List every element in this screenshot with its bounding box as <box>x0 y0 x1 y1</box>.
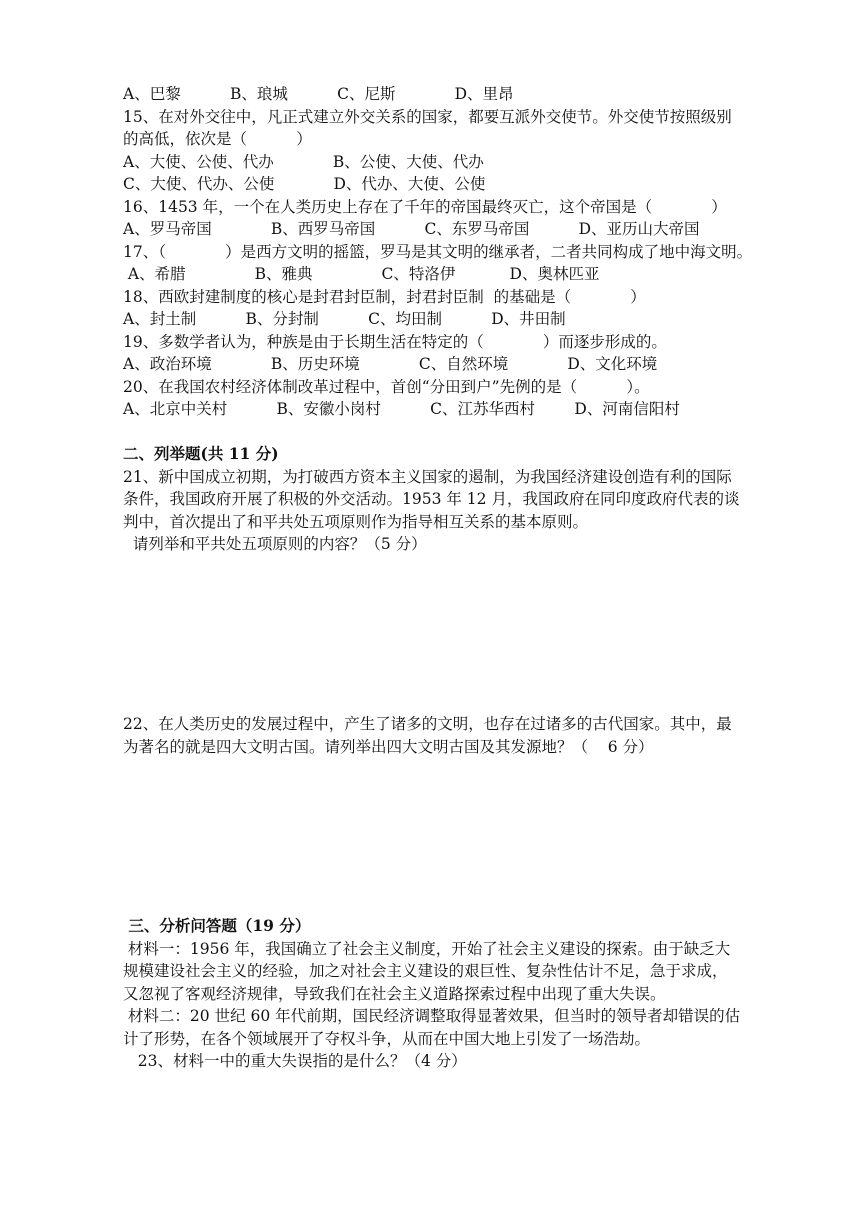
q18-stem: 18、西欧封建制度的核心是封君封臣制，封君封臣制 的基础是（ ） <box>123 288 646 306</box>
material-1-line-1: 材料一：1956 年，我国确立了社会主义制度，开始了社会主义建设的探索。由于缺乏大 <box>123 940 731 958</box>
section-2-heading: 二、列举题(共 11 分) <box>123 444 279 463</box>
q21-prompt: 请列举和平共处五项原则的内容？（5 分） <box>123 535 427 553</box>
q21-line-2: 条件，我国政府开展了积极的外交活动。1953 年 12 月，我国政府在同印度政府代表的谈 <box>123 490 740 508</box>
material-2-line-2: 计了形势，在各个领域展开了夺权斗争，从而在中国大地上引发了一场浩劫。 <box>123 1030 651 1048</box>
q19-stem: 19、多数学者认为，种族是由于长期生活在特定的（ ）而逐步形成的。 <box>123 333 667 351</box>
q20-options: A、北京中关村 B、安徽小岗村 C、江苏华西村 D、河南信阳村 <box>123 400 680 418</box>
q15-options-line-1: A、大使、公使、代办 B、公使、大使、代办 <box>123 153 484 171</box>
q22-line-2: 为著名的就是四大文明古国。请列举出四大文明古国及其发源地？（ 6 分） <box>123 738 654 756</box>
material-2-line-1: 材料二：20 世纪 60 年代前期，国民经济调整取得显著效果，但当时的领导者却错误的估 <box>123 1007 741 1025</box>
q18-options: A、封土制 B、分封制 C、均田制 D、井田制 <box>123 310 566 328</box>
q22-line-1: 22、在人类历史的发展过程中，产生了诸多的文明，也存在过诸多的古代国家。其中，最 <box>123 715 732 733</box>
q15-stem-line-2: 的高低，依次是（ ） <box>123 130 312 148</box>
material-1-line-3: 又忽视了客观经济规律，导致我们在社会主义道路探索过程中出现了重大失误。 <box>123 985 666 1003</box>
q17-stem: 17、（ ）是西方文明的摇篮，罗马是其文明的继承者，二者共同构成了地中海文明。 <box>123 243 753 261</box>
q21-line-1: 21、新中国成立初期，为打破西方资本主义国家的遏制，为我国经济建设创造有利的国际 <box>123 468 732 486</box>
q15-options-line-2: C、大使、代办、公使 D、代办、大使、公使 <box>123 175 486 193</box>
q16-options: A、罗马帝国 B、西罗马帝国 C、东罗马帝国 D、亚历山大帝国 <box>123 220 700 238</box>
q16-stem: 16、1453 年，一个在人类历史上存在了千年的帝国最终灭亡，这个帝国是（ ） <box>123 198 727 216</box>
q20-stem: 20、在我国农村经济体制改革过程中，首创“分田到户”先例的是（ ）。 <box>123 378 650 396</box>
q21-line-3: 判中，首次提出了和平共处五项原则作为指导相互关系的基本原则。 <box>123 513 589 531</box>
q15-stem-line-1: 15、在对外交往中，凡正式建立外交关系的国家，都要互派外交使节。外交使节按照级别 <box>123 108 732 126</box>
material-1-line-2: 规模建设社会主义的经验，加之对社会主义建设的艰巨性、复杂性估计不足，急于求成， <box>123 962 728 980</box>
q14-options: A、巴黎 B、琅城 C、尼斯 D、里昂 <box>123 85 514 103</box>
section-3-heading: 三、分析问答题（19 分） <box>123 916 311 935</box>
q19-options: A、政治环境 B、历史环境 C、自然环境 D、文化环境 <box>123 355 658 373</box>
q23-prompt: 23、材料一中的重大失误指的是什么？（4 分） <box>123 1052 467 1070</box>
q17-options: A、希腊 B、雅典 C、特洛伊 D、奥林匹亚 <box>123 265 600 283</box>
